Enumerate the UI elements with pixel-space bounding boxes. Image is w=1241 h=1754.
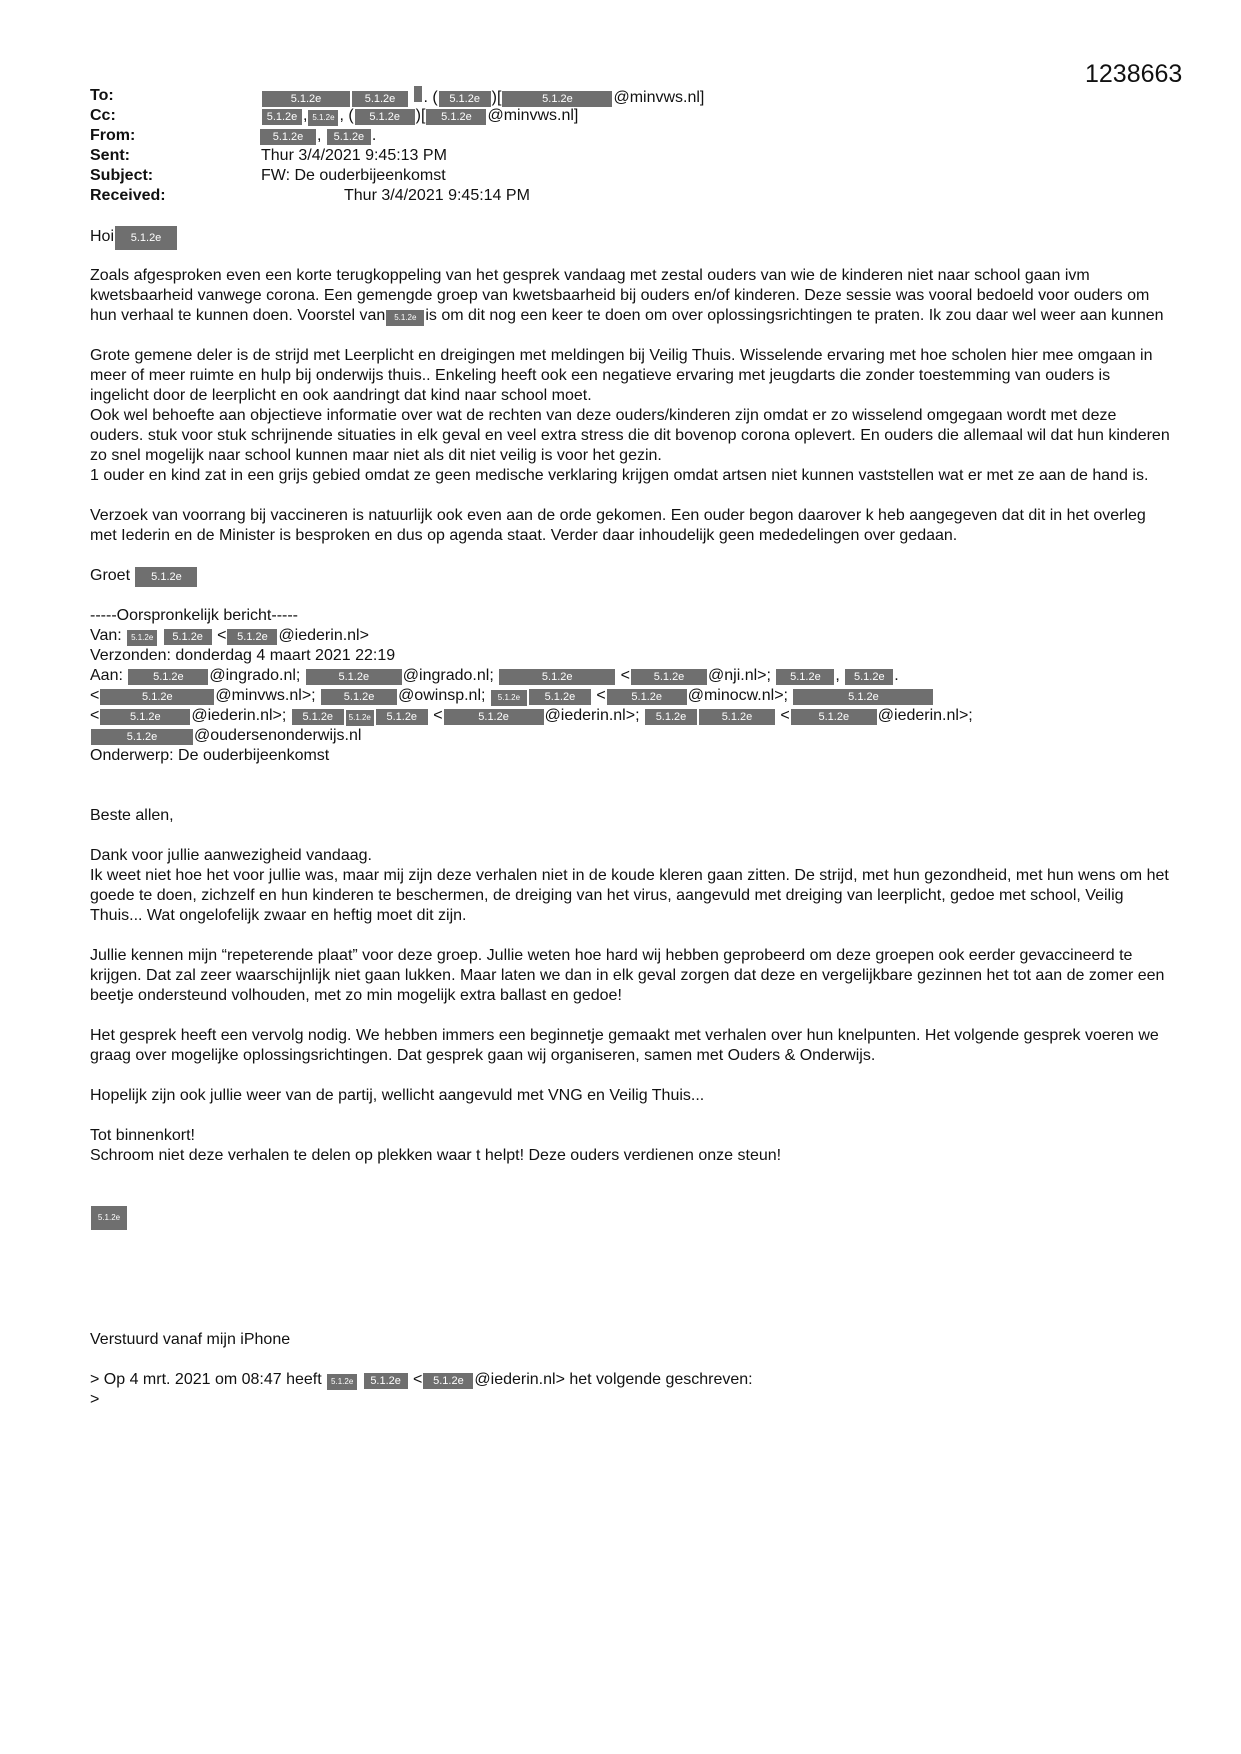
redaction: 5.1.2e [699,709,775,725]
closing-line [90,566,1170,586]
salutation: Beste allen, [90,807,174,824]
address: @ingrado.nl; [402,667,494,684]
forward-paragraph: Dank voor jullie aanwezigheid vandaag. [90,847,372,864]
greeting: Hoi [90,228,115,245]
subject-value: FW: De ouderbijeenkomst [261,167,446,184]
forward-sent-row: Verzonden: donderdag 4 maart 2021 22:19 [90,647,396,664]
sent-row [90,146,1170,166]
redaction: 5.1.2e [776,669,834,685]
reply-text: is om dit nog een keer te doen om over oplossingsrichtingen te praten. Ik zou daar wel weer aan kunnen [425,307,1164,324]
redaction: 5.1.2e [499,669,615,685]
forward-to-row: < 5.1.2e @minvws.nl>; 5.1.2e @owinsp.nl; 5.1.2e 5.1.2e < 5.1.2e @minocw.nl>; 5.1.2e [90,686,1170,706]
redaction: 5.1.2e [260,129,316,145]
quote-text: > Op 4 mrt. 2021 om 08:47 heeft [90,1371,322,1388]
redaction: 5.1.2e [164,629,212,645]
redaction: 5.1.2e [327,1374,357,1390]
redaction: 5.1.2e [100,709,190,725]
from-label: From: [90,127,136,144]
address: @minocw.nl>; [687,687,788,704]
redaction: 5.1.2e [607,689,687,705]
to-address-tail: @minvws.nl] [613,89,705,106]
quote-line: > Op 4 mrt. 2021 om 08:47 heeft 5.1.2e 5.1.2e < 5.1.2e @iederin.nl> het volgende geschreven: [90,1371,753,1388]
redaction: 5.1.2e [376,709,428,725]
redaction: 5.1.2e [355,109,415,125]
redaction [414,86,422,102]
redaction: 5.1.2e [306,669,402,685]
subject-row [90,166,1170,186]
forward-subject-row: Onderwerp: De ouderbijeenkomst [90,747,330,764]
forward-to-label: Aan: [90,667,123,684]
redaction: 5.1.2e [327,129,371,145]
redaction: 5.1.2e [502,91,612,107]
redaction: 5.1.2e [791,709,877,725]
forward-to-row [90,726,1170,746]
redaction: 5.1.2e [227,629,277,645]
address: @oudersenonderwijs.nl [194,727,362,744]
address: @minvws.nl>; [215,687,316,704]
redaction: 5.1.2e [91,1206,127,1230]
received-label: Received: [90,187,166,204]
redaction: 5.1.2e [321,689,397,705]
cc-row [90,106,1170,126]
from-value: 5.1.2e , 5.1.2e . [174,126,376,146]
forward-from-address: @iederin.nl> [278,627,369,644]
redaction: 5.1.2e [423,1373,473,1389]
cc-value: 5.1.2e , 5.1.2e , ( 5.1.2e )[ 5.1.2e @minvws.nl] [174,106,578,126]
forward-separator: -----Oorspronkelijk bericht----- [90,607,299,624]
forward-to-row: Aan: 5.1.2e @ingrado.nl; 5.1.2e @ingrado.nl; 5.1.2e < 5.1.2e @nji.nl>; 5.1.2e , 5.1.2e . [90,667,899,684]
forward-from-row: Van: 5.1.2e 5.1.2e < 5.1.2e @iederin.nl> [90,627,369,644]
document-number: 1238663 [1085,60,1183,88]
quote-end: > [90,1391,100,1408]
redaction: 5.1.2e [631,669,707,685]
redaction: 5.1.2e [128,669,208,685]
forward-paragraph: Jullie kennen mijn “repeterende plaat” voor deze groep. Jullie weten hoe hard wij hebben geprobeerd om deze groepen ook eerder gevaccineerd te krijgen. Dat zal zeer waarschijnlijk niet gaan lukken. Maar laten we dan in elk geval zorgen dat deze en vergelijkbare gezinnen het tot aan de zomer een beetje ondersteund volhouden, met zo min mogelijk extra ballast en gedoe! [90,947,1165,1004]
redaction: 5.1.2e [91,729,193,745]
forward-paragraph: Schroom niet deze verhalen te delen op plekken waar t helpt! Deze ouders verdienen onze steun! [90,1147,782,1164]
redaction: 5.1.2e [292,709,344,725]
redaction: 5.1.2e [444,709,544,725]
received-row [90,186,1170,206]
forward-paragraph: Het gesprek heeft een vervolg nodig. We hebben immers een beginnetje gemaakt met verhalen over hun knelpunten. Het volgende gesprek voeren we graag over mogelijke oplossingsrichtingen. Dat gesprek gaan wij organiseren, samen met Ouders & Onderwijs. [90,1027,1159,1064]
cc-label: Cc: [90,107,116,124]
forward-paragraph: Ik weet niet hoe het voor jullie was, maar mij zijn deze verhalen niet in de koude kleren gaan zitten. De strijd, met hun gezondheid, met hun wens om het goede te doen, zichzelf en hun kinderen te beschermen, de dreiging van het virus, aangevuld met dreiging van leerplicht, gedoe met school, Veilig Thuis... Wat ongelofelijk zwaar en heftig moet dit zijn. [90,867,1169,924]
forward-paragraph: Tot binnenkort! [90,1127,195,1144]
signature-line [90,1206,1170,1230]
quote-text: @iederin.nl> het volgende geschreven: [474,1371,753,1388]
redaction: 5.1.2e [352,91,408,107]
redaction: 5.1.2e [439,91,491,107]
from-row [90,126,1170,146]
address: @ingrado.nl; [209,667,301,684]
closing: Groet [90,567,131,584]
reply-paragraph: Ook wel behoefte aan objectieve informatie over wat de rechten van deze ouders/kinderen zijn omdat er zo wisselend omgegaan wordt met deze ouders. stuk voor stuk schrijnende situaties in elk geval en veel extra stress die dit bovenop corona oplevert. En ouders die allemaal wil dat hun kinderen zo snel mogelijk naar school kunnen maar niet als dit niet veilig is voor het gezin. [90,407,1170,464]
redaction: 5.1.2e [100,689,214,705]
redaction: 5.1.2e [386,310,424,326]
address: @iederin.nl>; [544,707,640,724]
to-value: 5.1.2e 5.1.2e . ( 5.1.2e )[ 5.1.2e @minvws.nl] [174,86,704,106]
reply-paragraph: 1 ouder en kind zat in een grijs gebied omdat ze geen medische verklaring krijgen omdat artsen niet kunnen vaststellen wat er met ze aan de hand is. [90,467,1149,484]
iphone-note: Verstuurd vanaf mijn iPhone [90,1331,291,1348]
redaction: 5.1.2e [127,630,157,646]
redaction: 5.1.2e [346,710,374,726]
email-page [90,86,1170,1410]
redaction: 5.1.2e [115,226,177,250]
address: @nji.nl>; [708,667,771,684]
redaction: 5.1.2e [529,689,591,705]
redaction: 5.1.2e [364,1373,408,1389]
forward-from-label: Van: [90,627,122,644]
reply-text: Zoals afgesproken even een korte terugkoppeling van het gesprek vandaag met zestal ouders van wie de kinderen niet naar school gaan ivm kwetsbaarheid vanwege corona. Een gemengde groep van kwetsbaarheid bij ouders en/of kinderen. Deze sessie was vooral bedoeld voor ouders om hun verhaal te kunnen doen. Voorstel van [90,267,1150,324]
redaction: 5.1.2e [845,669,893,685]
redaction: 5.1.2e [426,109,486,125]
sent-value: Thur 3/4/2021 9:45:13 PM [261,147,447,164]
subject-label: Subject: [90,167,154,184]
sent-label: Sent: [90,147,130,164]
address: @iederin.nl>; [191,707,287,724]
redaction: 5.1.2e [645,709,697,725]
address: @owinsp.nl; [398,687,486,704]
redaction: 5.1.2e [135,567,197,587]
redaction: 5.1.2e [793,689,933,705]
reply-paragraph: Verzoek van voorrang bij vaccineren is natuurlijk ook even aan de orde gekomen. Een ouder begon daarover k heb aangegeven dat dit in het overleg met Iederin en de Minister is besproken en dus op agenda staat. Verder daar inhoudelijk geen mededelingen over gedaan. [90,507,1146,544]
reply-paragraph [90,266,1170,326]
to-label: To: [90,87,114,104]
cc-address-tail: @minvws.nl] [487,107,579,124]
received-value: Thur 3/4/2021 9:45:14 PM [344,187,530,204]
forward-to-row: < 5.1.2e @iederin.nl>; 5.1.2e 5.1.2e 5.1.2e < 5.1.2e @iederin.nl>; 5.1.2e 5.1.2e < 5.1.2e @iederin.nl>; [90,707,973,724]
reply-paragraph: Grote gemene deler is de strijd met Leerplicht en dreigingen met meldingen bij Veilig Thuis. Wisselende ervaring met hoe scholen hier mee omgaan in meer of meer ruimte en hulp bij onderwijs thuis.. Enkeling heeft ook een negatieve ervaring met jeugdarts die zonder toestemming van ouders is ingelicht door de leerplicht en ook aandringt dat kind naar school moet. [90,347,1153,404]
redaction: 5.1.2e [262,91,350,107]
redaction: 5.1.2e [262,109,302,125]
to-row [90,86,1170,106]
address: @iederin.nl>; [877,707,973,724]
redaction: 5.1.2e [491,690,527,706]
forward-paragraph: Hopelijk zijn ook jullie weer van de partij, wellicht aangevuld met VNG en Veilig Thuis... [90,1087,705,1104]
redaction: 5.1.2e [308,110,338,126]
greeting-line [90,226,1170,246]
